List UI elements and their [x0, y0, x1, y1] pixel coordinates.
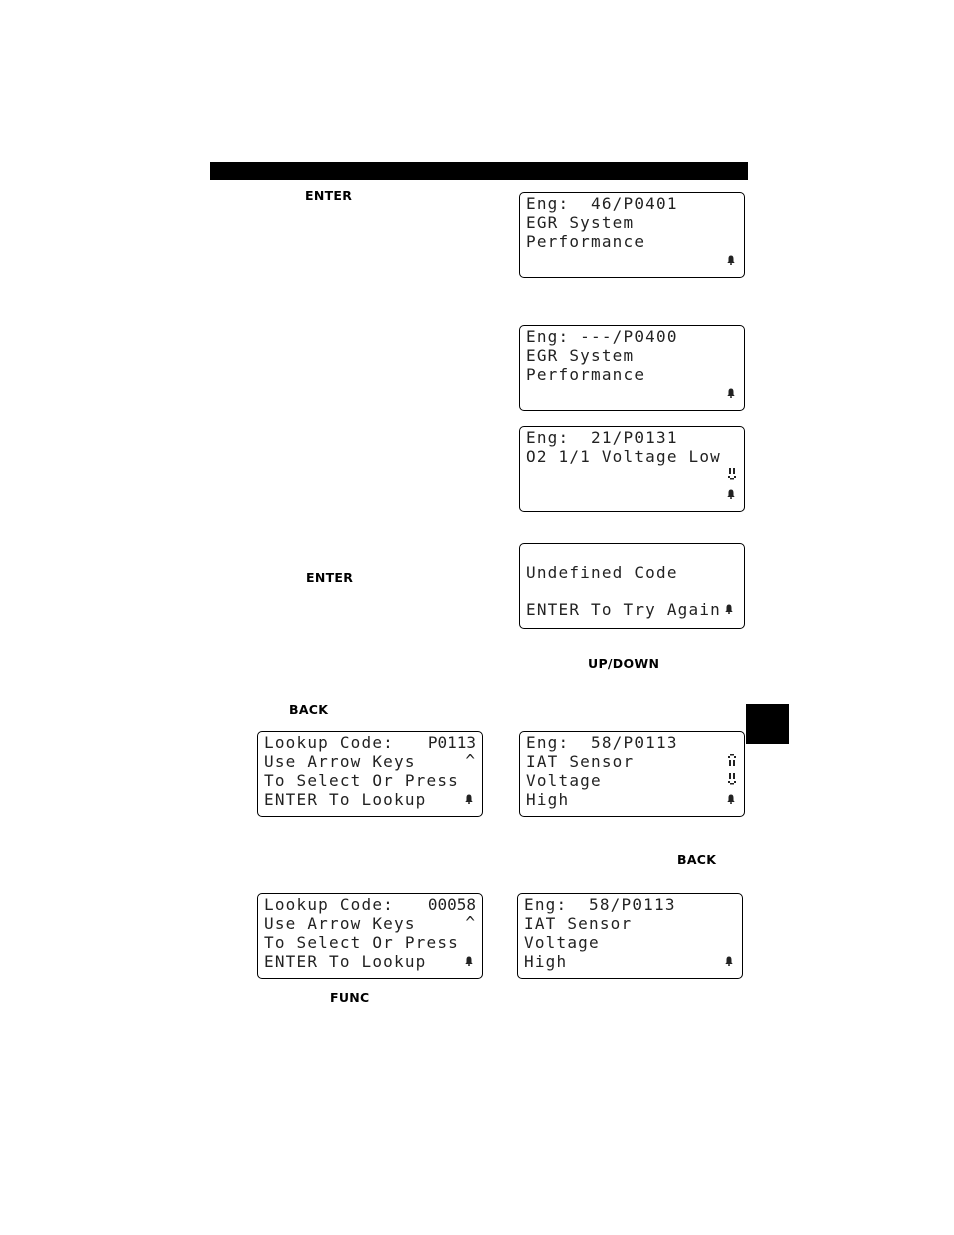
lcd-screen-1: [519, 192, 745, 278]
chapter-tab: [746, 704, 789, 744]
lcd-line: Voltage: [526, 771, 602, 790]
lcd-line: Undefined Code: [526, 563, 678, 582]
section-header-bar: [210, 162, 748, 180]
lcd-line: Eng: 21/P0131: [526, 428, 678, 447]
enter-key-label-2: ENTER: [306, 570, 354, 585]
lookup-code-value: 00058: [427, 895, 476, 914]
lcd-line: EGR System: [526, 346, 635, 365]
lcd-line: O2 1/1 Voltage Low: [526, 447, 721, 466]
lcd-screen-8: [517, 893, 743, 979]
lcd-line: To Select Or Press: [264, 771, 459, 790]
lcd-screen-3: [519, 426, 745, 512]
lcd-line: Use Arrow Keys: [264, 752, 416, 771]
enter-key-label-1: ENTER: [305, 188, 353, 203]
bell-icon: [727, 489, 735, 499]
lcd-screen-4: [519, 543, 745, 629]
lcd-line: EGR System: [526, 213, 635, 232]
lookup-code-value: P0113: [427, 733, 476, 752]
lcd-screen-5: [257, 731, 483, 817]
lcd-line: To Select Or Press: [264, 933, 459, 952]
lcd-line: ENTER To Lookup: [264, 952, 427, 971]
lcd-line: Use Arrow Keys: [264, 914, 416, 933]
lcd-line: Lookup Code:: [264, 733, 394, 752]
bell-icon: [727, 794, 735, 804]
lcd-line: IAT Sensor: [524, 914, 633, 933]
scroll-down-icon: [727, 773, 737, 785]
bell-icon: [725, 604, 733, 614]
scroll-up-icon: [727, 754, 737, 766]
func-key-label: FUNC: [330, 990, 370, 1005]
lcd-screen-6: [519, 731, 745, 817]
lcd-line: High: [524, 952, 568, 971]
scroll-down-icon: [727, 468, 737, 480]
back-key-label-2: BACK: [677, 852, 717, 867]
bell-icon: [465, 956, 473, 966]
bell-icon: [725, 956, 733, 966]
lcd-line: Eng: 58/P0113: [526, 733, 678, 752]
lcd-line: Eng: ---/P0400: [526, 327, 678, 346]
lcd-line: Voltage: [524, 933, 600, 952]
lcd-screen-2: [519, 325, 745, 411]
lcd-line: Performance: [526, 365, 646, 384]
lcd-screen-7: [257, 893, 483, 979]
lcd-line: ENTER To Lookup: [264, 790, 427, 809]
bell-icon: [727, 255, 735, 265]
lcd-line: IAT Sensor: [526, 752, 635, 771]
lcd-line: Performance: [526, 232, 646, 251]
bell-icon: [727, 388, 735, 398]
back-key-label-1: BACK: [289, 702, 329, 717]
lcd-line: Eng: 58/P0113: [524, 895, 676, 914]
lcd-line: High: [526, 790, 570, 809]
arrow-caret: ^: [465, 751, 475, 770]
lcd-line: Lookup Code:: [264, 895, 394, 914]
lcd-line: Eng: 46/P0401: [526, 194, 678, 213]
bell-icon: [465, 794, 473, 804]
arrow-caret: ^: [465, 913, 475, 932]
up-down-key-label: UP/DOWN: [588, 656, 660, 671]
lcd-line: ENTER To Try Again: [526, 600, 721, 619]
